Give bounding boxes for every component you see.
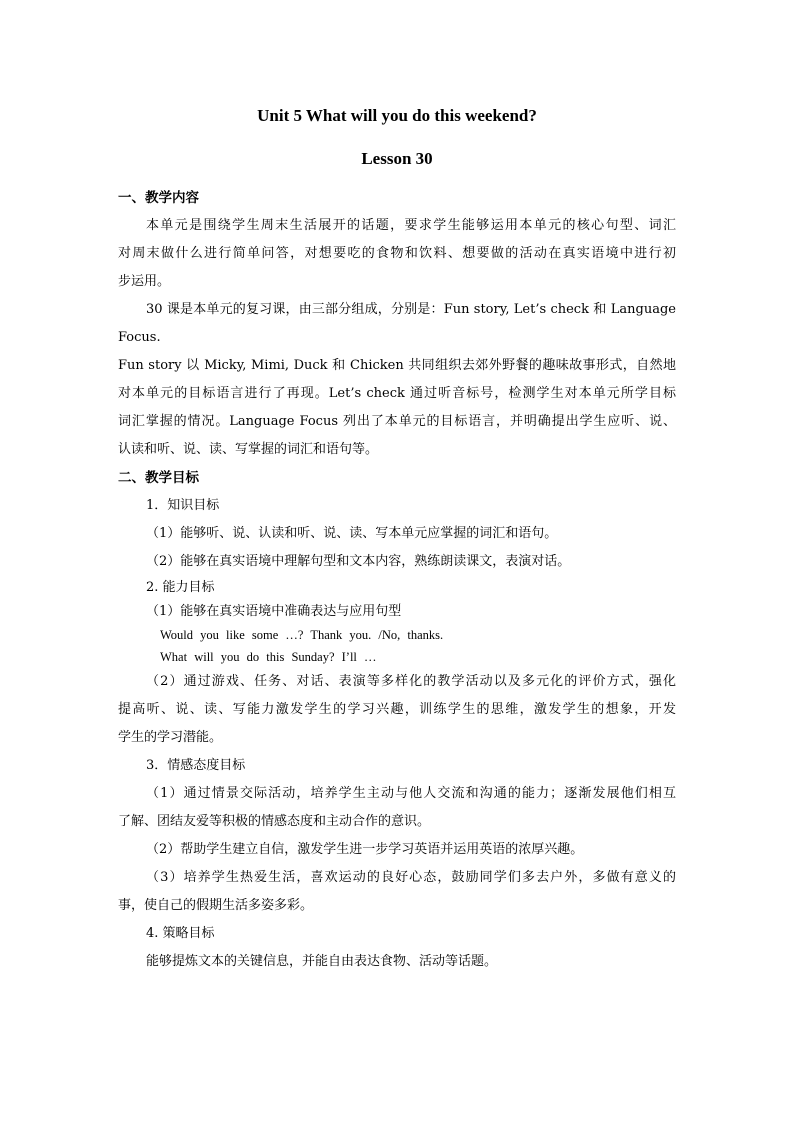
document-title: Unit 5 What will you do this weekend? bbox=[257, 106, 537, 125]
paragraph-line: 对周末做什么进行简单问答，对想要吃的食物和饮料、想要做的活动在真实语境中进行初 bbox=[118, 246, 676, 261]
paragraph-line: （2）通过游戏、任务、对话、表演等多样化的教学活动以及多元化的评价方式，强化 bbox=[146, 674, 676, 689]
paragraph-line: 词汇掌握的情况。Language Focus 列出了本单元的目标语言，并明确提出学生应听、说、 bbox=[118, 414, 676, 429]
list-item: （2）能够在真实语境中理解句型和文本内容，熟练朗读课文，表演对话。 bbox=[146, 554, 571, 569]
paragraph-line: 事，使自己的假期生活多姿多彩。 bbox=[118, 898, 314, 913]
example-sentence: Would you like some …? Thank you. /No, thanks. bbox=[160, 628, 444, 642]
list-item: 能够提炼文本的关键信息，并能自由表达食物、活动等话题。 bbox=[146, 954, 498, 969]
paragraph-line: （3）培养学生热爱生活，喜欢运动的良好心态，鼓励同学们多去户外，多做有意义的 bbox=[146, 870, 676, 885]
paragraph-line: 30 课是本单元的复习课，由三部分组成，分别是：Fun story, Let’s check 和 Language bbox=[146, 302, 676, 317]
paragraph-line: Fun story 以 Micky, Mimi, Duck 和 Chicken 共同组织去郊外野餐的趣味故事形式，自然地 bbox=[118, 358, 676, 373]
subheading-knowledge: 1．知识目标 bbox=[146, 498, 220, 513]
paragraph-line: 提高听、说、读、写能力激发学生的学习兴趣，训练学生的思维，激发学生的想象，开发 bbox=[118, 702, 676, 717]
paragraph-line: 对本单元的目标语言进行了再现。Let’s check 通过听音标号，检测学生对本单元所学目标 bbox=[118, 386, 676, 401]
paragraph-line: 认读和听、说、读、写掌握的词汇和语句等。 bbox=[118, 442, 379, 457]
section-heading-objectives: 二、教学目标 bbox=[118, 470, 199, 486]
paragraph-line: 本单元是围绕学生周末生活展开的话题，要求学生能够运用本单元的核心句型、词汇 bbox=[146, 218, 676, 233]
list-item: （1）能够听、说、认读和听、说、读、写本单元应掌握的词汇和语句。 bbox=[146, 526, 558, 541]
subheading-attitude: 3．情感态度目标 bbox=[146, 758, 246, 773]
list-item: （2）帮助学生建立自信，激发学生进一步学习英语并运用英语的浓厚兴趣。 bbox=[146, 842, 584, 857]
paragraph-line: 步运用。 bbox=[118, 274, 171, 289]
subheading-ability: 2. 能力目标 bbox=[146, 580, 215, 595]
paragraph-line: （1）通过情景交际活动，培养学生主动与他人交流和沟通的能力；逐渐发展他们相互 bbox=[146, 786, 676, 801]
lesson-title: Lesson 30 bbox=[361, 149, 433, 168]
paragraph-line: Focus. bbox=[118, 330, 161, 345]
document-body bbox=[118, 184, 676, 976]
paragraph-line: 学生的学习潜能。 bbox=[118, 730, 223, 745]
list-item: （1）能够在真实语境中准确表达与应用句型 bbox=[146, 604, 402, 619]
section-heading-content: 一、教学内容 bbox=[118, 190, 199, 206]
example-sentence: What will you do this Sunday? I’ll … bbox=[160, 650, 377, 664]
paragraph-line: 了解、团结友爱等积极的情感态度和主动合作的意识。 bbox=[118, 814, 431, 829]
subheading-strategy: 4. 策略目标 bbox=[146, 926, 215, 941]
